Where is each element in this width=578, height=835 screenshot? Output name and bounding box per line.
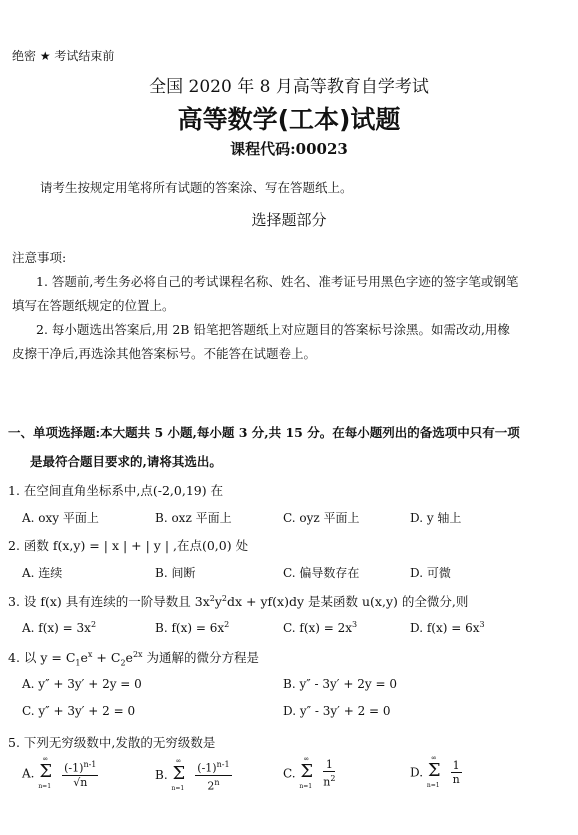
question-3-stem-mid: y: [214, 594, 222, 609]
summation-symbol: ∞ Σ n=1: [426, 754, 441, 789]
part-1-heading-line-2: 是最符合题目要求的,请将其选出。: [30, 454, 222, 469]
section-title: 选择题部分: [251, 211, 327, 229]
question-3-option-a: [22, 620, 96, 635]
question-3-stem: [8, 592, 468, 610]
sup-2: 2: [224, 620, 230, 629]
confidential-mark: 绝密 ★ 考试结束前: [12, 49, 115, 63]
summation-symbol: ∞ Σ n=1: [299, 754, 314, 790]
fraction: [451, 759, 462, 787]
question-1-option-a: A. oxy 平面上: [22, 511, 99, 525]
question-2-option-a: A. 连续: [22, 566, 63, 580]
sup-x: x: [87, 649, 93, 659]
question-1-option-c: C. oyz 平面上: [283, 511, 360, 525]
question-4-option-c: C. y″ + 3y′ + 2 = 0: [22, 704, 136, 718]
question-5-stem: 5. 下列无穷级数中,发散的无穷级数是: [8, 735, 216, 750]
sum-upper: ∞: [42, 754, 49, 763]
numerator: [62, 758, 98, 776]
sup-n-minus-1: n-1: [216, 760, 230, 769]
question-4-stem-plus: + C: [92, 650, 121, 665]
question-4-stem-e1: e: [80, 650, 88, 665]
note-1-line-2: 填写在答题纸规定的位置上。: [12, 298, 175, 313]
numerator-text: (-1): [197, 761, 217, 775]
question-3-stem-pre: 3. 设 f(x) 具有连续的一阶导数且 3x: [8, 594, 210, 609]
question-5-option-c: [283, 754, 336, 790]
note-1-line-1: 1. 答题前,考生务必将自己的考试课程名称、姓名、准考证号用黑色字迹的签字笔或钢笔: [36, 274, 519, 289]
sum-lower: n=1: [38, 782, 52, 790]
option-letter: C.: [283, 766, 296, 781]
option-text: A. f(x) = 3x: [22, 621, 91, 635]
question-3-option-d: [410, 620, 485, 635]
sup-2: 2: [90, 620, 97, 629]
exam-instruction: 请考生按规定用笔将所有试题的答案涂、写在答题纸上。: [40, 180, 353, 195]
option-text: B. f(x) = 6x: [155, 621, 225, 635]
question-1-option-d: D. y 轴上: [410, 511, 462, 525]
option-text: D. f(x) = 6x: [410, 621, 480, 635]
question-4-stem-post: 为通解的微分方程是: [142, 650, 260, 665]
denominator: [323, 772, 335, 790]
sum-lower: n=1: [299, 782, 313, 790]
question-5-option-b: [155, 758, 232, 793]
exam-title: 全国 2020 年 8 月高等教育自学考试: [149, 77, 429, 97]
note-2-line-2: 皮擦干净后,再选涂其他答案标号。不能答在试题卷上。: [12, 346, 316, 361]
sup-2: 2: [330, 774, 336, 783]
fraction: [323, 758, 335, 790]
notes-heading: 注意事项:: [12, 250, 67, 265]
question-3-option-b: [155, 620, 229, 635]
part-1-heading-line-1: 一、单项选择题:本大题共 5 小题,每小题 3 分,共 15 分。在每小题列出的备选项中只有一项: [8, 425, 520, 440]
numerator: [195, 758, 231, 776]
option-letter: B.: [155, 768, 168, 783]
sub-1: 1: [75, 658, 81, 668]
question-4-option-d: D. y″ - 3y′ + 2 = 0: [283, 704, 391, 718]
question-4-option-a: A. y″ + 3y′ + 2y = 0: [22, 677, 142, 691]
question-1-option-b: B. oxz 平面上: [155, 511, 232, 525]
question-5-option-d: [410, 754, 462, 789]
question-4-option-b: B. y″ - 3y′ + 2y = 0: [283, 677, 397, 691]
sup-2: 2: [209, 593, 215, 603]
fraction: [62, 758, 98, 790]
summation-symbol: ∞ Σ n=1: [38, 754, 53, 790]
fraction: [195, 758, 231, 793]
question-3-option-c: [283, 620, 357, 635]
sup-3: 3: [352, 620, 358, 629]
question-2-option-d: D. 可微: [410, 566, 451, 580]
numerator: 1: [452, 759, 460, 772]
question-2-option-c: C. 偏导数存在: [283, 566, 360, 580]
denominator: [195, 776, 231, 794]
sup-2: 2: [221, 593, 228, 603]
question-4-stem: [8, 648, 259, 668]
sum-upper: ∞: [175, 756, 182, 765]
subject-title: 高等数学(工本)试题: [177, 105, 401, 134]
sub-2: 2: [120, 658, 126, 668]
denominator: √n: [73, 775, 88, 789]
question-4-stem-e2: e: [125, 650, 133, 665]
denominator: n: [452, 773, 460, 786]
sum-lower: n=1: [171, 784, 185, 792]
note-2-line-1: 2. 每小题选出答案后,用 2B 铅笔把答题纸上对应题目的答案标号涂黑。如需改动,用橡: [36, 322, 510, 337]
denominator-text: n: [323, 775, 331, 789]
option-letter: A.: [22, 766, 35, 781]
summation-symbol: ∞ Σ n=1: [171, 756, 186, 792]
sum-lower: n=1: [426, 782, 440, 789]
question-1-stem: 1. 在空间直角坐标系中,点(-2,0,19) 在: [8, 483, 224, 498]
sup-n: n: [214, 777, 220, 787]
question-3-stem-post: dx + yf(x)dy 是某函数 u(x,y) 的全微分,则: [227, 594, 469, 609]
sum-upper: ∞: [303, 754, 310, 763]
course-code: 课程代码:00023: [230, 140, 348, 158]
sum-upper: ∞: [430, 754, 437, 762]
option-text: C. f(x) = 2x: [283, 621, 353, 635]
denominator-text: 2: [207, 779, 215, 793]
sup-3: 3: [479, 620, 485, 629]
sup-n-minus-1: n-1: [83, 760, 97, 769]
question-2-stem: 2. 函数 f(x,y) = | x | + | y | ,在点(0,0) 处: [8, 538, 249, 553]
numerator-text: (-1): [64, 761, 84, 775]
question-5-option-a: [22, 754, 98, 790]
numerator: 1: [323, 758, 335, 772]
question-2-option-b: B. 间断: [155, 566, 196, 580]
question-4-stem-pre: 4. 以 y = C: [8, 650, 76, 665]
option-letter: D.: [410, 765, 424, 780]
sup-2x: 2x: [132, 649, 143, 659]
